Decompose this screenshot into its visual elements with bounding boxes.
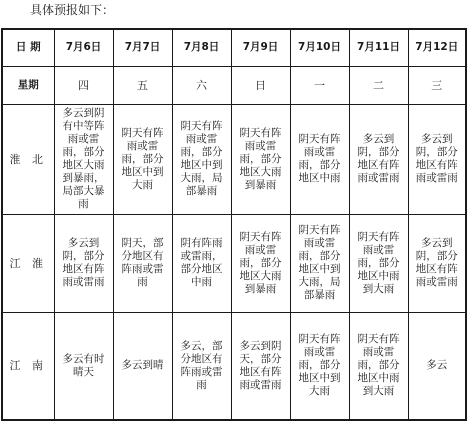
forecast-text: 多云到阴，部分地区有阵雨或雷雨: [415, 133, 458, 184]
forecast-text: 多云到晴: [121, 359, 164, 372]
forecast-cell: [290, 312, 349, 420]
forecast-cell: [231, 214, 290, 312]
forecast-cell: [172, 104, 231, 214]
weekday-cell: 五: [113, 66, 172, 104]
forecast-cell: [231, 312, 290, 420]
weekday-cell: 四: [54, 66, 113, 104]
forecast-cell: [54, 214, 113, 312]
weekday-row: [2, 66, 466, 104]
weekday-label: 星期: [2, 66, 54, 104]
forecast-text: 多云到阴天，部分地区有阵雨或雷雨: [239, 339, 282, 391]
forecast-cell: [290, 214, 349, 312]
forecast-text: 阴天有阵雨或雷雨，部分地区中到大雨: [121, 126, 164, 191]
forecast-cell: [408, 214, 466, 312]
region-row-huaibei: [2, 104, 466, 214]
forecast-text: 多云到阴有中等阵雨或雷雨，部分地区大雨到暴雨，局部大暴雨: [62, 107, 105, 210]
forecast-text: 阴天有阵雨或雷雨，部分地区中到大雨，局部暴雨: [180, 120, 223, 197]
forecast-text: 阴有阵雨或雷雨，部分地区中雨: [180, 237, 223, 288]
forecast-cell: [349, 214, 408, 312]
forecast-cell: [54, 104, 113, 214]
forecast-text: 多云有时晴天: [62, 352, 105, 378]
forecast-text: 多云: [426, 359, 448, 372]
forecast-cell: [290, 104, 349, 214]
weekday-cell: 六: [172, 66, 231, 104]
forecast-cell: [349, 312, 408, 420]
forecast-text: 多云到阴，部分地区有阵雨或雷雨: [62, 237, 105, 288]
region-label: 江 淮: [2, 214, 54, 312]
forecast-text: 阴天有阵雨或雷雨，部分地区中雨: [298, 133, 341, 184]
forecast-cell: [408, 312, 466, 420]
forecast-text: 阴天有阵雨或雷雨，部分地区大雨到暴雨: [239, 230, 282, 295]
forecast-cell: [172, 214, 231, 312]
weekday-cell: 一: [290, 66, 349, 104]
region-label: 淮 北: [2, 104, 54, 214]
weekday-cell: 日: [231, 66, 290, 104]
region-label: 江 南: [2, 312, 54, 420]
forecast-text: 阴天，部分地区有阵雨或雷雨: [121, 237, 164, 288]
forecast-cell: [408, 104, 466, 214]
region-row-jianghuai: [2, 214, 466, 312]
date-label: 日 期: [2, 29, 54, 66]
date-header: 7月12日: [408, 29, 466, 66]
region-row-jiangnan: [2, 312, 466, 420]
forecast-text: 阴天有阵雨或雷雨，部分地区中雨到大雨: [357, 333, 400, 398]
date-header: 7月9日: [231, 29, 290, 66]
forecast-cell: [113, 214, 172, 312]
forecast-cell: [231, 104, 290, 214]
date-header: 7月11日: [349, 29, 408, 66]
header-row: [2, 29, 466, 66]
weekday-cell: 二: [349, 66, 408, 104]
forecast-text: 多云到阴，部分地区有阵雨或雷雨: [357, 133, 400, 184]
date-header: 7月8日: [172, 29, 231, 66]
forecast-text: 阴天有阵雨或雷雨，部分地区中雨到大雨: [357, 230, 400, 295]
forecast-cell: [113, 312, 172, 420]
forecast-cell: [113, 104, 172, 214]
weekday-cell: 三: [408, 66, 466, 104]
forecast-text: 阴天有阵雨或雷雨，部分地区中到大雨，局部暴雨: [298, 224, 341, 301]
forecast-cell: [172, 312, 231, 420]
date-header: 7月10日: [290, 29, 349, 66]
forecast-text: 多云到阴，部分地区有阵雨或雷雨: [415, 237, 458, 288]
forecast-text: 阴天有阵雨或雷雨，部分地区大雨到暴雨: [239, 126, 282, 191]
forecast-cell: [349, 104, 408, 214]
forecast-text: 阴天有阵雨或雷雨，部分地区中到大雨: [298, 333, 341, 398]
forecast-text: 多云，部分地区有阵雨或雷雨: [180, 339, 223, 391]
forecast-cell: [54, 312, 113, 420]
date-header: 7月7日: [113, 29, 172, 66]
date-header: 7月6日: [54, 29, 113, 66]
intro-text: 具体预报如下：: [30, 3, 115, 17]
forecast-table: [1, 28, 467, 421]
